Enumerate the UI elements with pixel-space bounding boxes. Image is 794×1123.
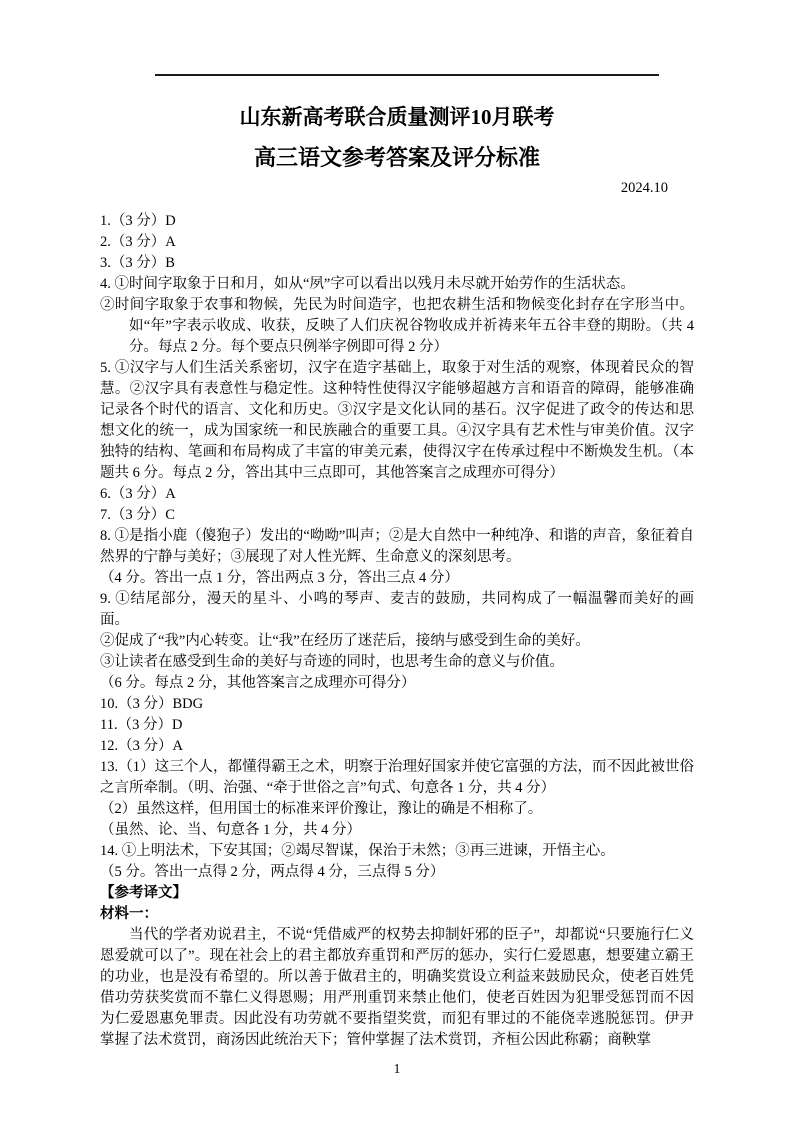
answer-10: 10.（3 分）BDG — [100, 696, 204, 712]
reference-translation-heading: 【参考译文】 — [100, 885, 187, 901]
header-rule — [155, 74, 659, 76]
answer-13-2-score: （虽然、论、当、句意各 1 分，共 4 分） — [100, 822, 361, 838]
answer-9-point2: ②促成了“我”内心转变。让“我”在经历了迷茫后，接纳与感受到生命的美好。 — [100, 633, 590, 649]
answer-11: 11.（3 分）D — [100, 717, 183, 733]
translation-material-1: 当代的学者劝说君主，不说“凭借威严的权势去抑制奸邪的臣子”，却都说“只要施行仁义恩爱就可以了”。现在社会上的君主都放弃重罚和严厉的惩办，实行仁爱恩惠，想要建立霸王的功业，也是没有希望的。所以善于做君主的，明确奖赏设立利益来鼓励民众，使老百姓凭借功劳获奖赏而不靠仁义得恩赐；用严刑重罚来禁止他们，使老百姓因为犯罪受惩罚而不因为仁爱恩惠免罪责。因此没有功劳就不要指望奖赏，而犯有罪过的不能侥幸逃脱惩罚。伊尹掌握了法术赏罚，商汤因此统治天下；管仲掌握了法术赏罚，齐桓公因此称霸；商鞅掌 — [100, 927, 694, 1048]
answer-14-score: （5 分。答出一点得 2 分，两点得 4 分，三点得 5 分） — [100, 864, 445, 880]
answer-9-point1: 9. ①结尾部分，漫天的星斗、小鸣的琴声、麦吉的鼓励，共同构成了一幅温馨而美好的画面。 — [100, 591, 694, 628]
answer-4-point2: ②时间字取象于农事和物候，先民为时间造字，也把农耕生活和物候变化封存在字形当中。如“年”字表示收成、收获，反映了人们庆祝谷物收成并祈祷来年五谷丰登的期盼。（共 4 分。每点 2 分。每个要点只例举字例即可得 2 分） — [100, 297, 694, 355]
answer-9-point3: ③让读者在感受到生命的美好与奇迹的同时，也思考生命的意义与价值。 — [100, 654, 564, 670]
answer-4-point1: 4. ①时间字取象于日和月，如从“夙”字可以看出以残月未尽就开始劳作的生活状态。 — [100, 276, 635, 292]
answer-13-1: 13.（1）这三个人，都懂得霸王之术，明察于治理好国家并使它富强的方法，而不因此被世俗之言所牵制。（明、治强、“牵于世俗之言”句式、句意各 1 分，共 4 分） — [100, 759, 694, 796]
answer-3: 3.（3 分）B — [100, 255, 175, 271]
answer-8-score: （4 分。答出一点 1 分，答出两点 3 分，答出三点 4 分） — [100, 570, 459, 586]
answer-1: 1.（3 分）D — [100, 213, 176, 229]
answer-7: 7.（3 分）C — [100, 507, 175, 523]
answer-6: 6.（3 分）A — [100, 486, 176, 502]
answer-9-score: （6 分。每点 2 分，其他答案言之成理亦可得分） — [100, 675, 416, 691]
document-date: 2024.10 — [620, 180, 668, 196]
page-number: 1 — [393, 1061, 401, 1076]
answer-14: 14. ①上明法术，下安其国；②竭尽智谋，保治于未然；③再三进谏，开悟主心。 — [100, 843, 615, 859]
material-1-heading: 材料一： — [100, 906, 158, 922]
answer-8: 8. ①是指小鹿（傻狍子）发出的“呦呦”叫声；②是大自然中一种纯净、和谐的声音，象征着自然界的宁静与美好；③展现了对人性光辉、生命意义的深刻思考。 — [100, 528, 694, 565]
document-title: 山东新高考联合质量测评10月联考 — [239, 105, 555, 129]
document-body — [100, 211, 694, 1051]
answer-13-2: （2）虽然这样，但用国士的标准来评价豫让，豫让的确是不相称了。 — [100, 801, 543, 817]
document-subtitle: 高三语文参考答案及评分标准 — [253, 145, 540, 170]
answer-5: 5. ①汉字与人们生活关系密切，汉字在造字基础上，取象于对生活的观察，体现着民众的智慧。②汉字具有表意性与稳定性。这种特性使得汉字能够超越方言和语音的障碍，能够准确记录各个时代的语言、文化和历史。③汉字是文化认同的基石。汉字促进了政令的传达和思想文化的统一，成为国家统一和民族融合的重要工具。④汉字具有艺术性与审美价值。汉字独特的结构、笔画和布局构成了丰富的审美元素，使得汉字在传承过程中不断焕发生机。（本题共 6 分。每点 2 分，答出其中三点即可，其他答案言之成理亦可得分） — [100, 360, 694, 481]
answer-2: 2.（3 分）A — [100, 234, 176, 250]
answer-12: 12.（3 分）A — [100, 738, 183, 754]
